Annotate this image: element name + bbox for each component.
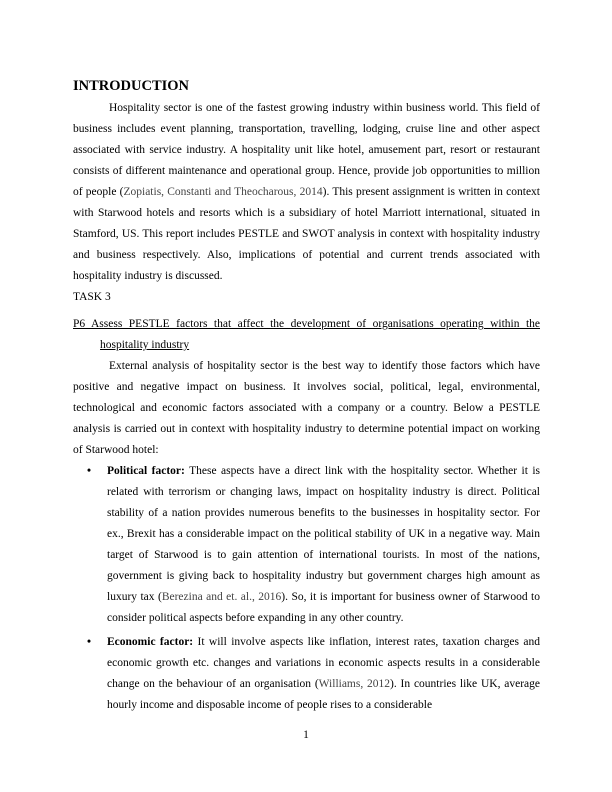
page-content (73, 76, 540, 716)
political-citation: Berezina and et. al., 2016 (161, 591, 282, 603)
pestle-list (73, 461, 540, 716)
political-text-a: These aspects have a direct link with the hospitality sector. Whether it is related with terrorism or changing laws, impact on hospitality industry is direct. Political stability of a nation provides numerous benefits to the businesses in hospitality sector. For ex., Brexit has a considerable impact on the political stability of UK in a negative way. Main target of Starwood is to gain attention of international tourists. In most of the nations, government is giving back to hospitality industry but government charges high amount as luxury tax ( (107, 465, 541, 603)
political-text-b: ). So, it is important for business owner of Starwood to consider political aspects before expanding in any other country. (107, 591, 540, 624)
page-number: 1 (303, 729, 309, 741)
p6-heading: P6 Assess PESTLE factors that affect the development of organisations operating within the hospitality industry (73, 318, 540, 351)
task-label: TASK 3 (73, 291, 111, 303)
bullet-icon: • (87, 465, 92, 477)
economic-text-b: ). In countries like UK, average hourly income and disposable income of people rises to a considerable (107, 678, 540, 711)
economic-text-a: It will involve aspects like inflation, interest rates, taxation charges and economic growth etc. changes and variations in economic aspects results in a considerable change on the behaviour of an organisation ( (107, 636, 540, 690)
political-title: Political factor: (107, 465, 185, 477)
bullet-icon: • (87, 636, 92, 648)
introduction-heading: INTRODUCTION (73, 78, 190, 94)
intro-citation: Zopiatis, Constanti and Theocharous, 2014 (123, 186, 323, 198)
p6-paragraph: External analysis of hospitality sector is the best way to identify those factors which have positive and negative impact on business. It involves social, political, legal, environmental, technological and economic factors associated with a company or a country. Below a PESTLE analysis is carried out in context with hospitality industry to determine potential impact on working of Starwood hotel: (73, 360, 540, 456)
economic-title: Economic factor: (107, 636, 194, 648)
intro-text-a: Hospitality sector is one of the fastest growing industry within business world. This field of business includes event planning, transportation, travelling, lodging, cruise line and other aspect associated with service industry. A hospitality unit like hotel, amusement part, resort or restaurant consists of different maintenance and operational group. Hence, provide job opportunities to million of people ( (73, 102, 540, 198)
intro-text-b: ). This present assignment is written in context with Starwood hotels and resorts which is a subsidiary of hotel Marriott international, situated in Stamford, US. This report includes PESTLE and SWOT analysis in context with hospitality industry and business respectively. Also, implications of potential and current trends associated with hospitality industry is discussed. (73, 186, 540, 282)
list-item-economic (73, 632, 540, 716)
introduction-paragraph (73, 98, 540, 287)
list-item-political (73, 461, 540, 629)
economic-citation: Williams, 2012 (318, 678, 391, 690)
